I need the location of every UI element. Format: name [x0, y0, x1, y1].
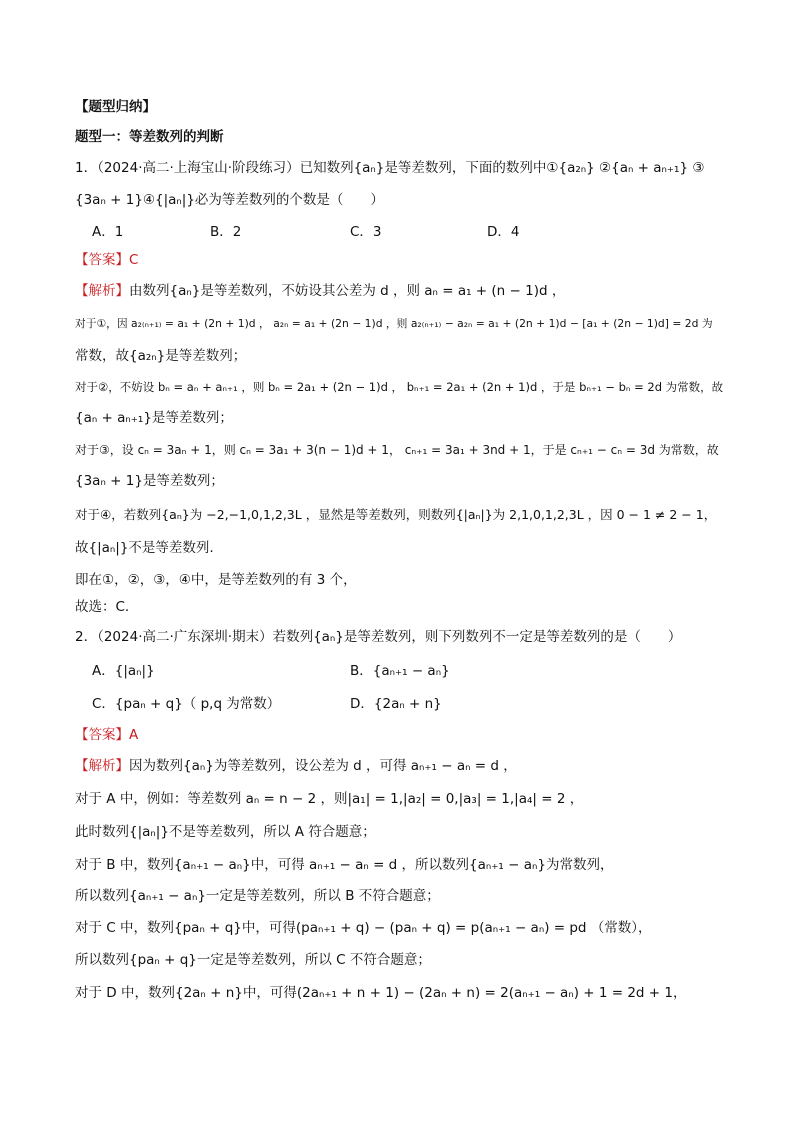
- section-heading: 【题型归纳】: [75, 99, 156, 115]
- q2-option-a: A．{|aₙ|}: [92, 663, 155, 679]
- answer-value: C: [129, 252, 139, 268]
- q1-option-a: A．1: [92, 224, 124, 240]
- q2-answer: [75, 725, 725, 745]
- analysis-tag: 【解析】: [75, 283, 129, 299]
- subsection-heading: 题型一：等差数列的判断: [75, 129, 224, 145]
- answer-tag: 【答案】: [75, 252, 129, 268]
- answer-tag: 【答案】: [75, 727, 129, 743]
- q1-analysis-line: 对于①，因 a₂₍ₙ₊₁₎ = a₁ + (2n + 1)d ， a₂ₙ = a₁ + (2n − 1)d ，则 a₂₍ₙ₊₁₎ − a₂ₙ = a₁ + (2n + 1)d − [a₁ + (2n − 1)d] = 2d 为: [75, 317, 713, 330]
- q2-analysis-line: 对于 A 中，例如：等差数列 aₙ = n − 2 ，则|a₁| = 1,|a₂| = 0,|a₃| = 1,|a₄| = 2 ，: [75, 791, 584, 807]
- analysis-text: 因为数列{aₙ}为等差数列，设公差为 d ，可得 aₙ₊₁ − aₙ = d ，: [129, 758, 517, 774]
- q1-stem-line2: {3aₙ + 1}④{|aₙ|}必为等差数列的个数是（ ）: [75, 192, 384, 208]
- q2-option-d: D．{2aₙ + n}: [350, 696, 442, 712]
- q2-analysis-line: 对于 D 中，数列{2aₙ + n}中，可得(2aₙ₊₁ + n + 1) − (2aₙ + n) = 2(aₙ₊₁ − aₙ) + 1 = 2d + 1，: [75, 985, 687, 1001]
- q2-stem: 2．（2024·高二·广东深圳·期末）若数列{aₙ}是等差数列，则下列数列不一定是等差数列的是（ ）: [75, 629, 682, 645]
- q1-analysis-line: 对于③，设 cₙ = 3aₙ + 1，则 cₙ = 3a₁ + 3(n − 1)d + 1， cₙ₊₁ = 3a₁ + 3nd + 1，于是 cₙ₊₁ − cₙ = 3d 为常数，故: [75, 443, 719, 457]
- q2-analysis-line: 对于 C 中，数列{paₙ + q}中，可得(paₙ₊₁ + q) − (paₙ + q) = p(aₙ₊₁ − aₙ) = pd （常数），: [75, 920, 652, 936]
- q2-analysis-line: 此时数列{|aₙ|}不是等差数列，所以 A 符合题意；: [75, 824, 376, 840]
- q1-analysis-line: 对于②，不妨设 bₙ = aₙ + aₙ₊₁ ，则 bₙ = 2a₁ + (2n − 1)d ， bₙ₊₁ = 2a₁ + (2n + 1)d ，于是 bₙ₊₁ − bₙ = 2d 为常数，故: [75, 380, 724, 394]
- q2-analysis-line: 对于 B 中，数列{aₙ₊₁ − aₙ}中，可得 aₙ₊₁ − aₙ = d ，所以数列{aₙ₊₁ − aₙ}为常数列，: [75, 857, 614, 873]
- q1-option-b: B．2: [210, 224, 242, 240]
- q1-analysis-line: {3aₙ + 1}是等差数列；: [75, 473, 224, 489]
- q1-answer: [75, 250, 725, 270]
- q1-analysis-line: 对于④，若数列{aₙ}为 −2,−1,0,1,2,3L ，显然是等差数列，则数列{|aₙ|}为 2,1,0,1,2,3L ，因 0 − 1 ≠ 2 − 1，: [75, 507, 717, 522]
- q1-analysis-line: {aₙ + aₙ₊₁}是等差数列；: [75, 410, 233, 426]
- q1-analysis-line: 常数，故{a₂ₙ}是等差数列；: [75, 348, 247, 364]
- q1-option-c: C．3: [350, 224, 382, 240]
- q2-analysis-line: 所以数列{aₙ₊₁ − aₙ}一定是等差数列，所以 B 不符合题意；: [75, 888, 440, 904]
- q1-option-d: D．4: [487, 224, 520, 240]
- q1-analysis-line: 故选：C.: [75, 599, 130, 615]
- analysis-tag: 【解析】: [75, 758, 129, 774]
- q2-option-c: C．{paₙ + q}（ p,q 为常数）: [92, 696, 281, 712]
- analysis-text: 由数列{aₙ}是等差数列，不妨设其公差为 d ，则 aₙ = a₁ + (n − 1)d ，: [129, 283, 566, 299]
- answer-value: A: [129, 727, 139, 743]
- q2-analysis-line: [75, 756, 725, 776]
- q1-stem-line1: 1．（2024·高二·上海宝山·阶段练习）已知数列{aₙ}是等差数列，下面的数列中①{a₂ₙ} ②{aₙ + aₙ₊₁} ③: [75, 160, 705, 176]
- q2-option-b: B．{aₙ₊₁ − aₙ}: [350, 663, 450, 679]
- q1-analysis-line: 故{|aₙ|}不是等差数列.: [75, 540, 214, 556]
- q1-analysis-line: 即在①，②，③，④中，是等差数列的有 3 个，: [75, 572, 357, 588]
- q2-analysis-line: 所以数列{paₙ + q}一定是等差数列，所以 C 不符合题意；: [75, 952, 431, 968]
- q1-analysis-line: [75, 281, 725, 301]
